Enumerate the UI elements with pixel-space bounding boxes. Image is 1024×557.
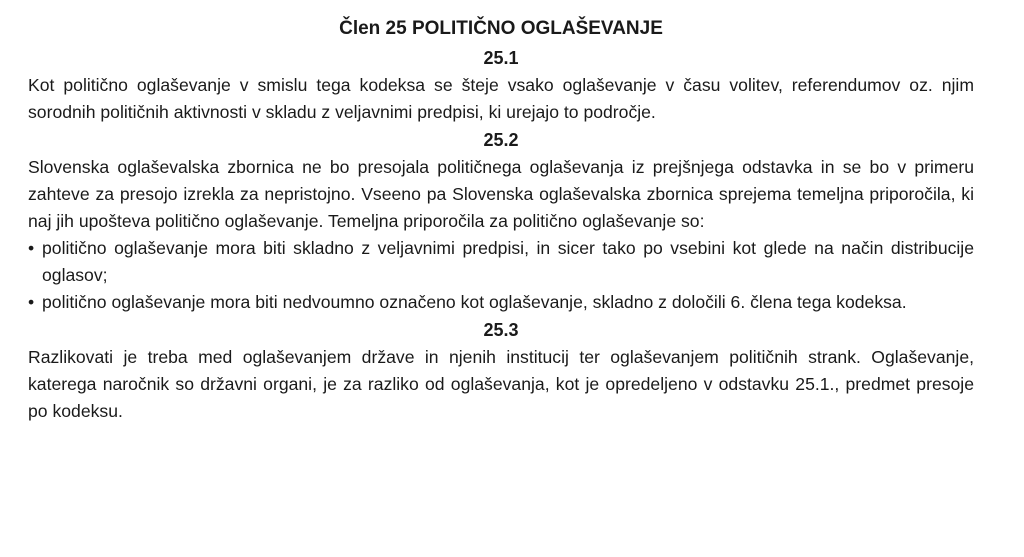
list-item [28,235,974,289]
bullet-icon: • [28,238,35,258]
section-25-2 [28,126,974,316]
section-number: 25.1 [483,48,519,68]
list-item-text: politično oglaševanje mora biti skladno z veljavnimi predpisi, in sicer tako po vsebini kot glede na način distribucije oglasov; [42,238,974,285]
list-item-text: politično oglaševanje mora biti nedvoumno označeno kot oglaševanje, skladno z določili 6. člena tega kodeksa. [42,292,907,312]
section-number: 25.2 [483,130,519,150]
list-item [28,289,974,316]
section-paragraph: Kot politično oglaševanje v smislu tega kodeksa se šteje vsako oglaševanje v času volitev, referendumov oz. njim sorodnih političnih aktivnosti v skladu z veljavnimi predpisi, ki urejajo to področje. [28,75,974,122]
section-25-3 [28,316,974,425]
bullet-icon: • [28,292,35,312]
section-number: 25.3 [483,320,519,340]
section-paragraph: Razlikovati je treba med oglaševanjem države in njenih institucij ter oglaševanjem političnih strank. Oglaševanje, katerega naročnik so državni organi, je za razliko od oglaševanja, kot je opredeljeno v odstavku 25.1., predmet presoje po kodeksu. [28,347,974,421]
section-25-1 [28,44,974,126]
section-paragraph: Slovenska oglaševalska zbornica ne bo presojala političnega oglaševanja iz prejšnjega odstavka in se bo v primeru zahteve za presojo izrekla za nepristojno. Vseeno pa Slovenska oglaševalska zbornica sprejema temeljna priporočila, ki naj jih upošteva politično oglaševanje. Temeljna priporočila za politično oglaševanje so: [28,157,974,231]
document-body [28,14,974,425]
recommendations-list [28,235,974,316]
article-title: Člen 25 POLITIČNO OGLAŠEVANJE [339,18,663,39]
